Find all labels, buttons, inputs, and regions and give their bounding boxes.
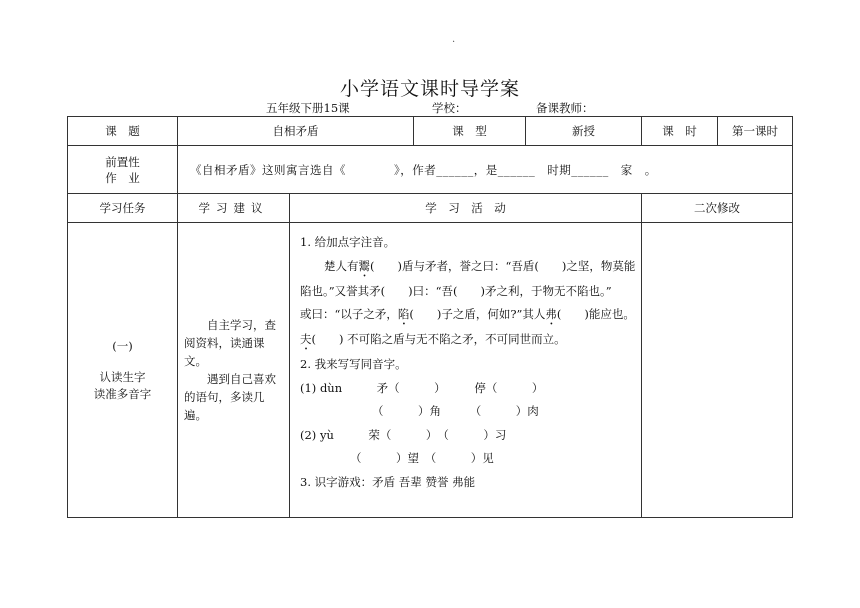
table-row-topic: [68, 117, 793, 146]
suggest-cell: [178, 223, 290, 518]
type-value: 新授: [526, 117, 642, 146]
dotted-char: 弗: [545, 307, 557, 321]
activity-line4: [300, 328, 635, 353]
pre-homework-label-line2: 作 业: [105, 170, 140, 185]
topic-value: 自相矛盾: [178, 117, 414, 146]
period-value: 第一课时: [718, 117, 793, 146]
school-label: 学校：: [432, 101, 467, 115]
activity-q2-line1: (1) dùn 矛（ ） 停（ ）: [300, 380, 544, 395]
pre-homework-label: [68, 146, 178, 194]
revise-cell: [642, 223, 793, 518]
text-span: 或曰：“以子之矛，: [300, 307, 398, 321]
table-row-pre-homework: [68, 146, 793, 194]
topic-label: 课 题: [68, 117, 178, 146]
pre-homework-label-line1: 前置性: [105, 154, 140, 169]
activity-q1: 1. 给加点字注音。: [300, 235, 396, 249]
dotted-char: 鬻: [358, 258, 370, 273]
task-line2: 读准多音字: [93, 386, 152, 401]
dotted-char: 夫: [300, 332, 312, 346]
grade-info: 五年级下册15课: [266, 101, 350, 115]
revise-header: 二次修改: [642, 194, 793, 223]
suggest-header: 学习建议: [178, 194, 290, 223]
suggest-p2: 遇到自己喜欢的语句，多读几遍。: [184, 372, 276, 422]
period-label: 课 时: [642, 117, 718, 146]
lesson-plan-table: [67, 116, 793, 518]
table-row-content: [68, 223, 793, 518]
dotted-char: 陷: [397, 307, 410, 321]
activity-header: 学 习 活 动: [290, 194, 642, 223]
activity-q2-line3: (2) yù 荣（ ） （ ）习: [300, 427, 507, 442]
activity-line2: 陷也。”又誉其矛( )曰：“吾( )矛之利，于物无不陷也。”: [300, 283, 612, 298]
text-span: ( ) 不可陷之盾与无不陷之矛，不可同世而立。: [311, 332, 566, 346]
suggest-p1: 自主学习，查阅资料，读通课文。: [184, 318, 276, 368]
table-row-headers: [68, 194, 793, 223]
task-header: 学习任务: [68, 194, 178, 223]
text-span: ( )盾与矛者，誉之曰：“吾盾( )之坚，物莫能: [370, 258, 636, 273]
header-dot: .: [452, 34, 456, 45]
activity-line3: [300, 303, 635, 328]
text-span: 楚人有: [324, 258, 359, 273]
activity-q3: 3. 识字游戏：矛盾 吾辈 赞誉 弗能: [300, 474, 476, 489]
teacher-label: 备课教师：: [536, 101, 594, 115]
text-span: ( )子之盾，何如?”其人: [409, 307, 546, 321]
task-number: (一): [112, 338, 133, 353]
pre-homework-content: 《自相矛盾》这则寓言选自《 》，作者______，是______ 时期______ 家 。: [178, 146, 793, 194]
page-title: 小学语文课时导学案: [339, 78, 520, 100]
activity-q2-line2: （ ）角 （ ）肉: [372, 404, 539, 418]
activity-line1: [300, 255, 635, 280]
activity-q2-line4: （ ）望 （ ）见: [350, 451, 494, 465]
activity-cell: [290, 223, 642, 518]
task-cell: [68, 223, 178, 518]
text-span: ( )能应也。: [556, 307, 635, 321]
type-label: 课 型: [414, 117, 526, 146]
activity-q2: 2. 我来写写同音字。: [300, 357, 407, 371]
task-line1: 认读生字: [99, 369, 146, 384]
